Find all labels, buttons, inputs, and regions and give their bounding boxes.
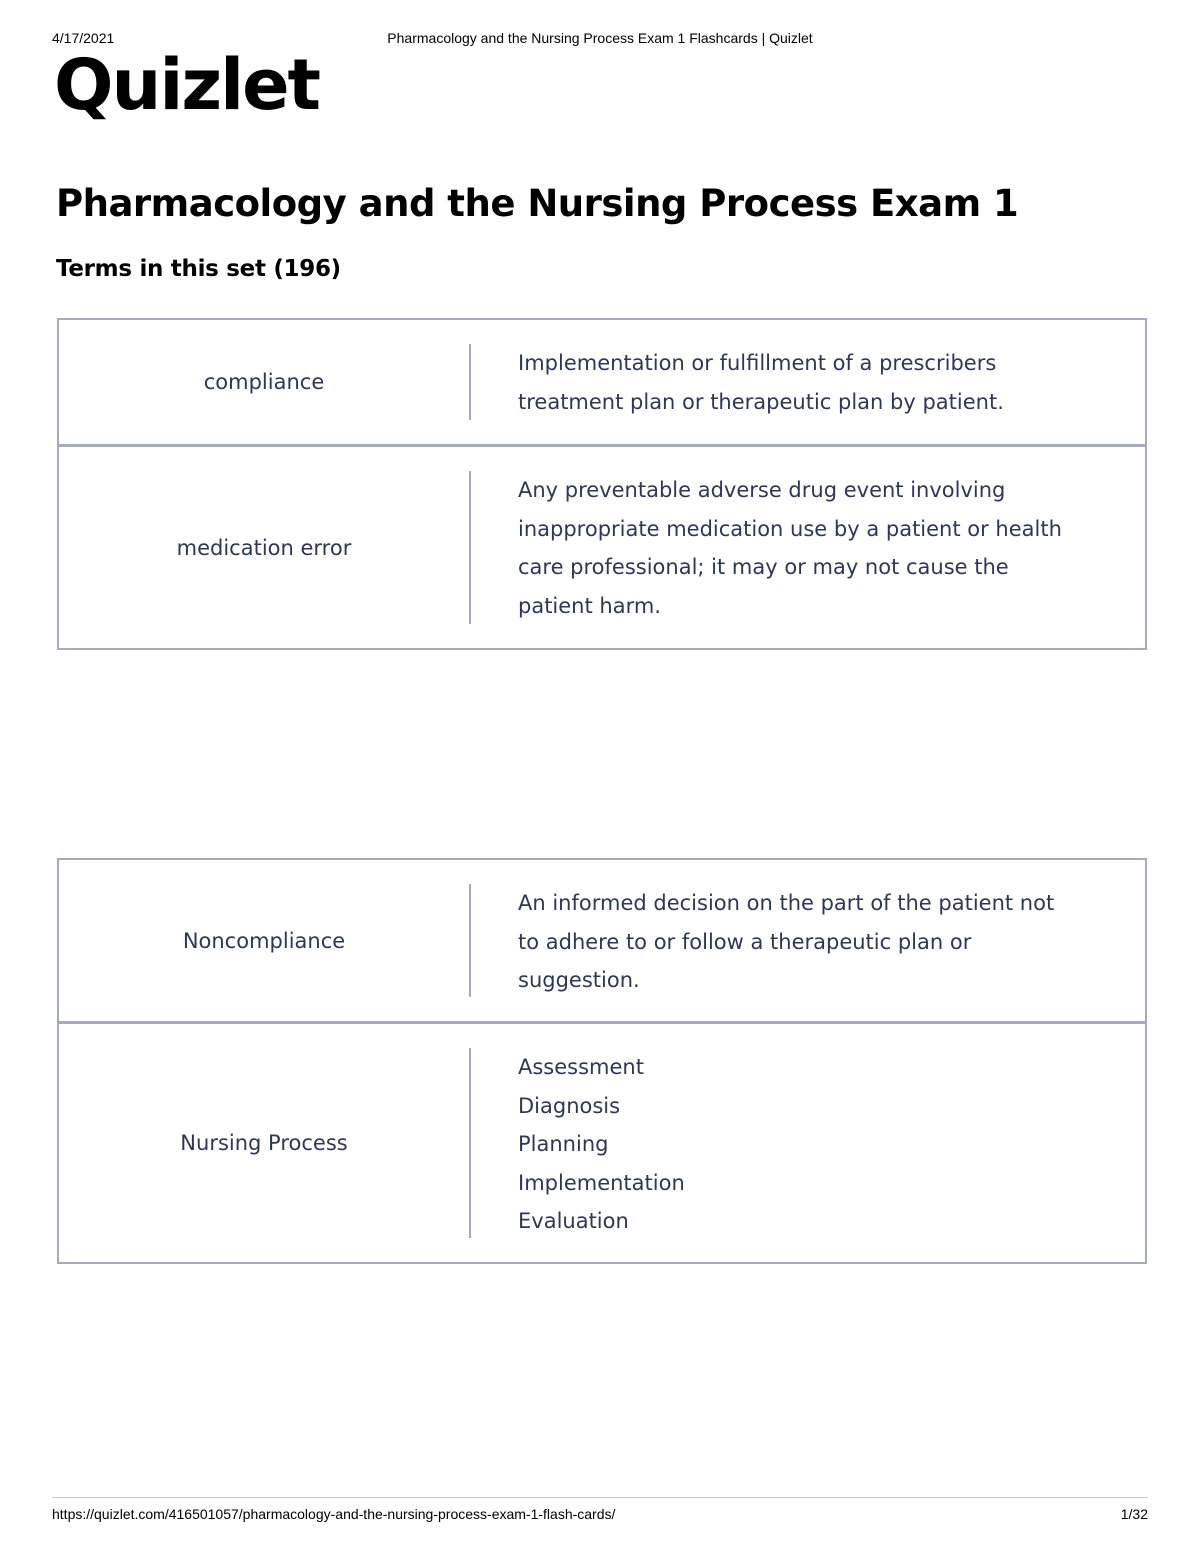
flashcard-row [59, 444, 1145, 648]
print-title: Pharmacology and the Nursing Process Exam 1 Flashcards | Quizlet [387, 30, 813, 46]
page-number: 1/32 [1120, 1506, 1148, 1522]
card-group [57, 318, 1147, 650]
page-url: https://quizlet.com/416501057/pharmacology-and-the-nursing-process-exam-1-flash-cards/ [52, 1506, 616, 1522]
quizlet-logo: Quizlet [54, 44, 320, 126]
print-date: 4/17/2021 [52, 30, 115, 46]
card-definition: An informed decision on the part of the patient not to adhere to or follow a therapeutic plan or suggestion. [518, 891, 1055, 992]
flashcard-row [59, 860, 1145, 1021]
footer-divider [52, 1497, 1148, 1498]
flashcard-row [59, 320, 1145, 444]
card-definition: Implementation or fulfillment of a prescribers treatment plan or therapeutic plan by patient. [518, 351, 1004, 414]
card-term: compliance [203, 370, 325, 394]
terms-heading: Terms in this set (196) [56, 256, 341, 282]
set-title: Pharmacology and the Nursing Process Exam 1 [56, 182, 1019, 225]
card-term: medication error [176, 535, 352, 560]
card-definition: Assessment Diagnosis Planning Implementation Evaluation [518, 1055, 685, 1233]
card-term: Nursing Process [180, 1131, 348, 1155]
flashcard-row [59, 1021, 1145, 1262]
card-definition: Any preventable adverse drug event involving inappropriate medication use by a patient or health care professional; it may or may not cause the patient harm. [518, 478, 1062, 618]
card-group [57, 858, 1147, 1264]
card-term: Noncompliance [182, 928, 346, 953]
